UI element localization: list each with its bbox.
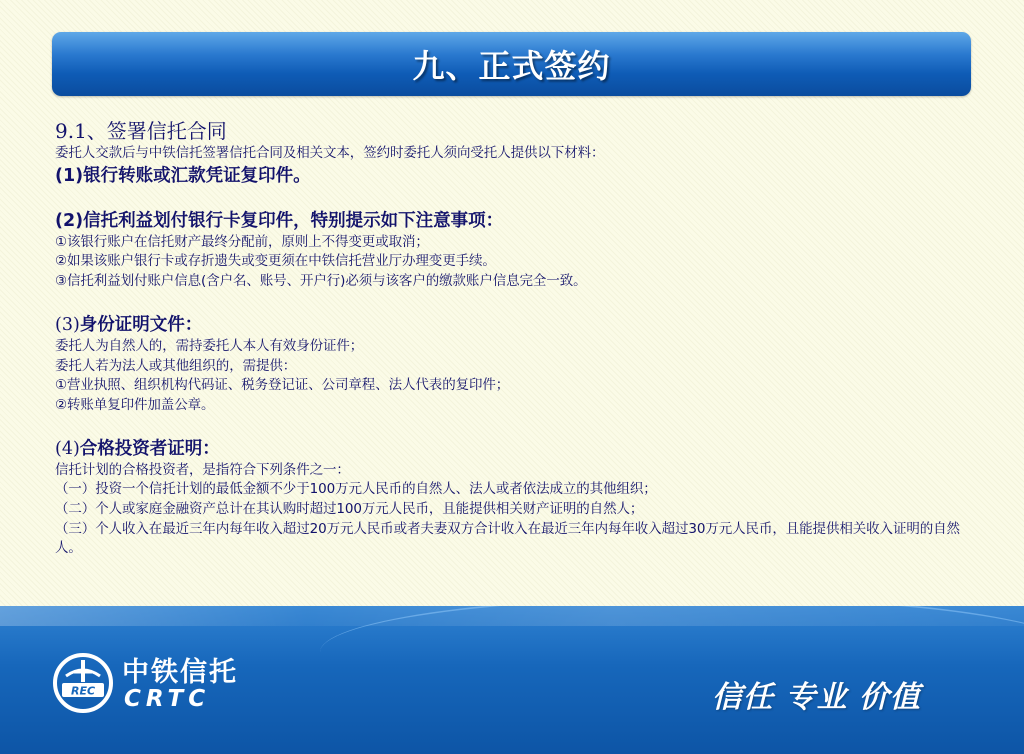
brand-name-cn: 中铁信托 bbox=[122, 657, 238, 688]
item1-heading: (1)银行转账或汇款凭证复印件。 bbox=[55, 165, 311, 186]
brand-name-en: CRTC bbox=[124, 686, 211, 712]
item3-line-1: 委托人为自然人的，需持委托人本人有效身份证件； bbox=[55, 337, 364, 354]
item4-heading bbox=[55, 437, 985, 461]
item2-note-2: ②如果该账户银行卡或存折遗失或变更须在中铁信托营业厅办理变更手续。 bbox=[55, 253, 496, 270]
crtc-logo-icon bbox=[52, 652, 114, 714]
item3-heading bbox=[55, 313, 985, 337]
item4-line-1: 信托计划的合格投资者，是指符合下列条件之一： bbox=[55, 461, 350, 478]
section-heading: 9.1、签署信托合同 bbox=[55, 119, 227, 143]
item3-line-3: ①营业执照、组织机构代码证、税务登记证、公司章程、法人代表的复印件； bbox=[55, 377, 510, 394]
item4-line-4: （三）个人收入在最近三年内每年收入超过20万元人民币或者夫妻双方合计收入在最近三年内每年收入超过30万元人民币，且能提供相关收入证明的自然人。 bbox=[55, 520, 960, 557]
item3-title: 身份证明文件： bbox=[79, 314, 203, 335]
item3-line-4: ②转账单复印件加盖公章。 bbox=[55, 396, 215, 413]
item2-note-3: ③信托利益划付账户信息(含户名、账号、开户行)必须与该客户的缴款账户信息完全一致。 bbox=[55, 273, 587, 290]
content-body bbox=[55, 118, 985, 559]
page-title: 九、正式签约 bbox=[412, 47, 611, 85]
item4-number: (4) bbox=[55, 438, 80, 459]
item3-line-2: 委托人若为法人或其他组织的，需提供： bbox=[55, 357, 297, 374]
item4-title: 合格投资者证明： bbox=[79, 438, 220, 459]
item3-number: (3) bbox=[55, 314, 80, 335]
item4-line-2: （一）投资一个信托计划的最低金额不少于100万元人民币的自然人、法人或者依法成立的其他组织； bbox=[55, 481, 657, 498]
item4-line-3: （二）个人或家庭金融资产总计在其认购时超过100万元人民币，且能提供相关财产证明的自然人； bbox=[55, 501, 644, 518]
intro-text: 委托人交款后与中铁信托签署信托合同及相关文本，签约时委托人须向受托人提供以下材料： bbox=[55, 145, 605, 161]
slogan-text: 信任 专业 价值 bbox=[712, 680, 921, 715]
logo-letters: REC bbox=[70, 684, 96, 698]
title-bar bbox=[52, 32, 971, 96]
item2-heading: (2)信托利益划付银行卡复印件，特别提示如下注意事项： bbox=[55, 210, 504, 231]
item2-note-1: ①该银行账户在信托财产最终分配前，原则上不得变更或取消； bbox=[55, 233, 429, 250]
